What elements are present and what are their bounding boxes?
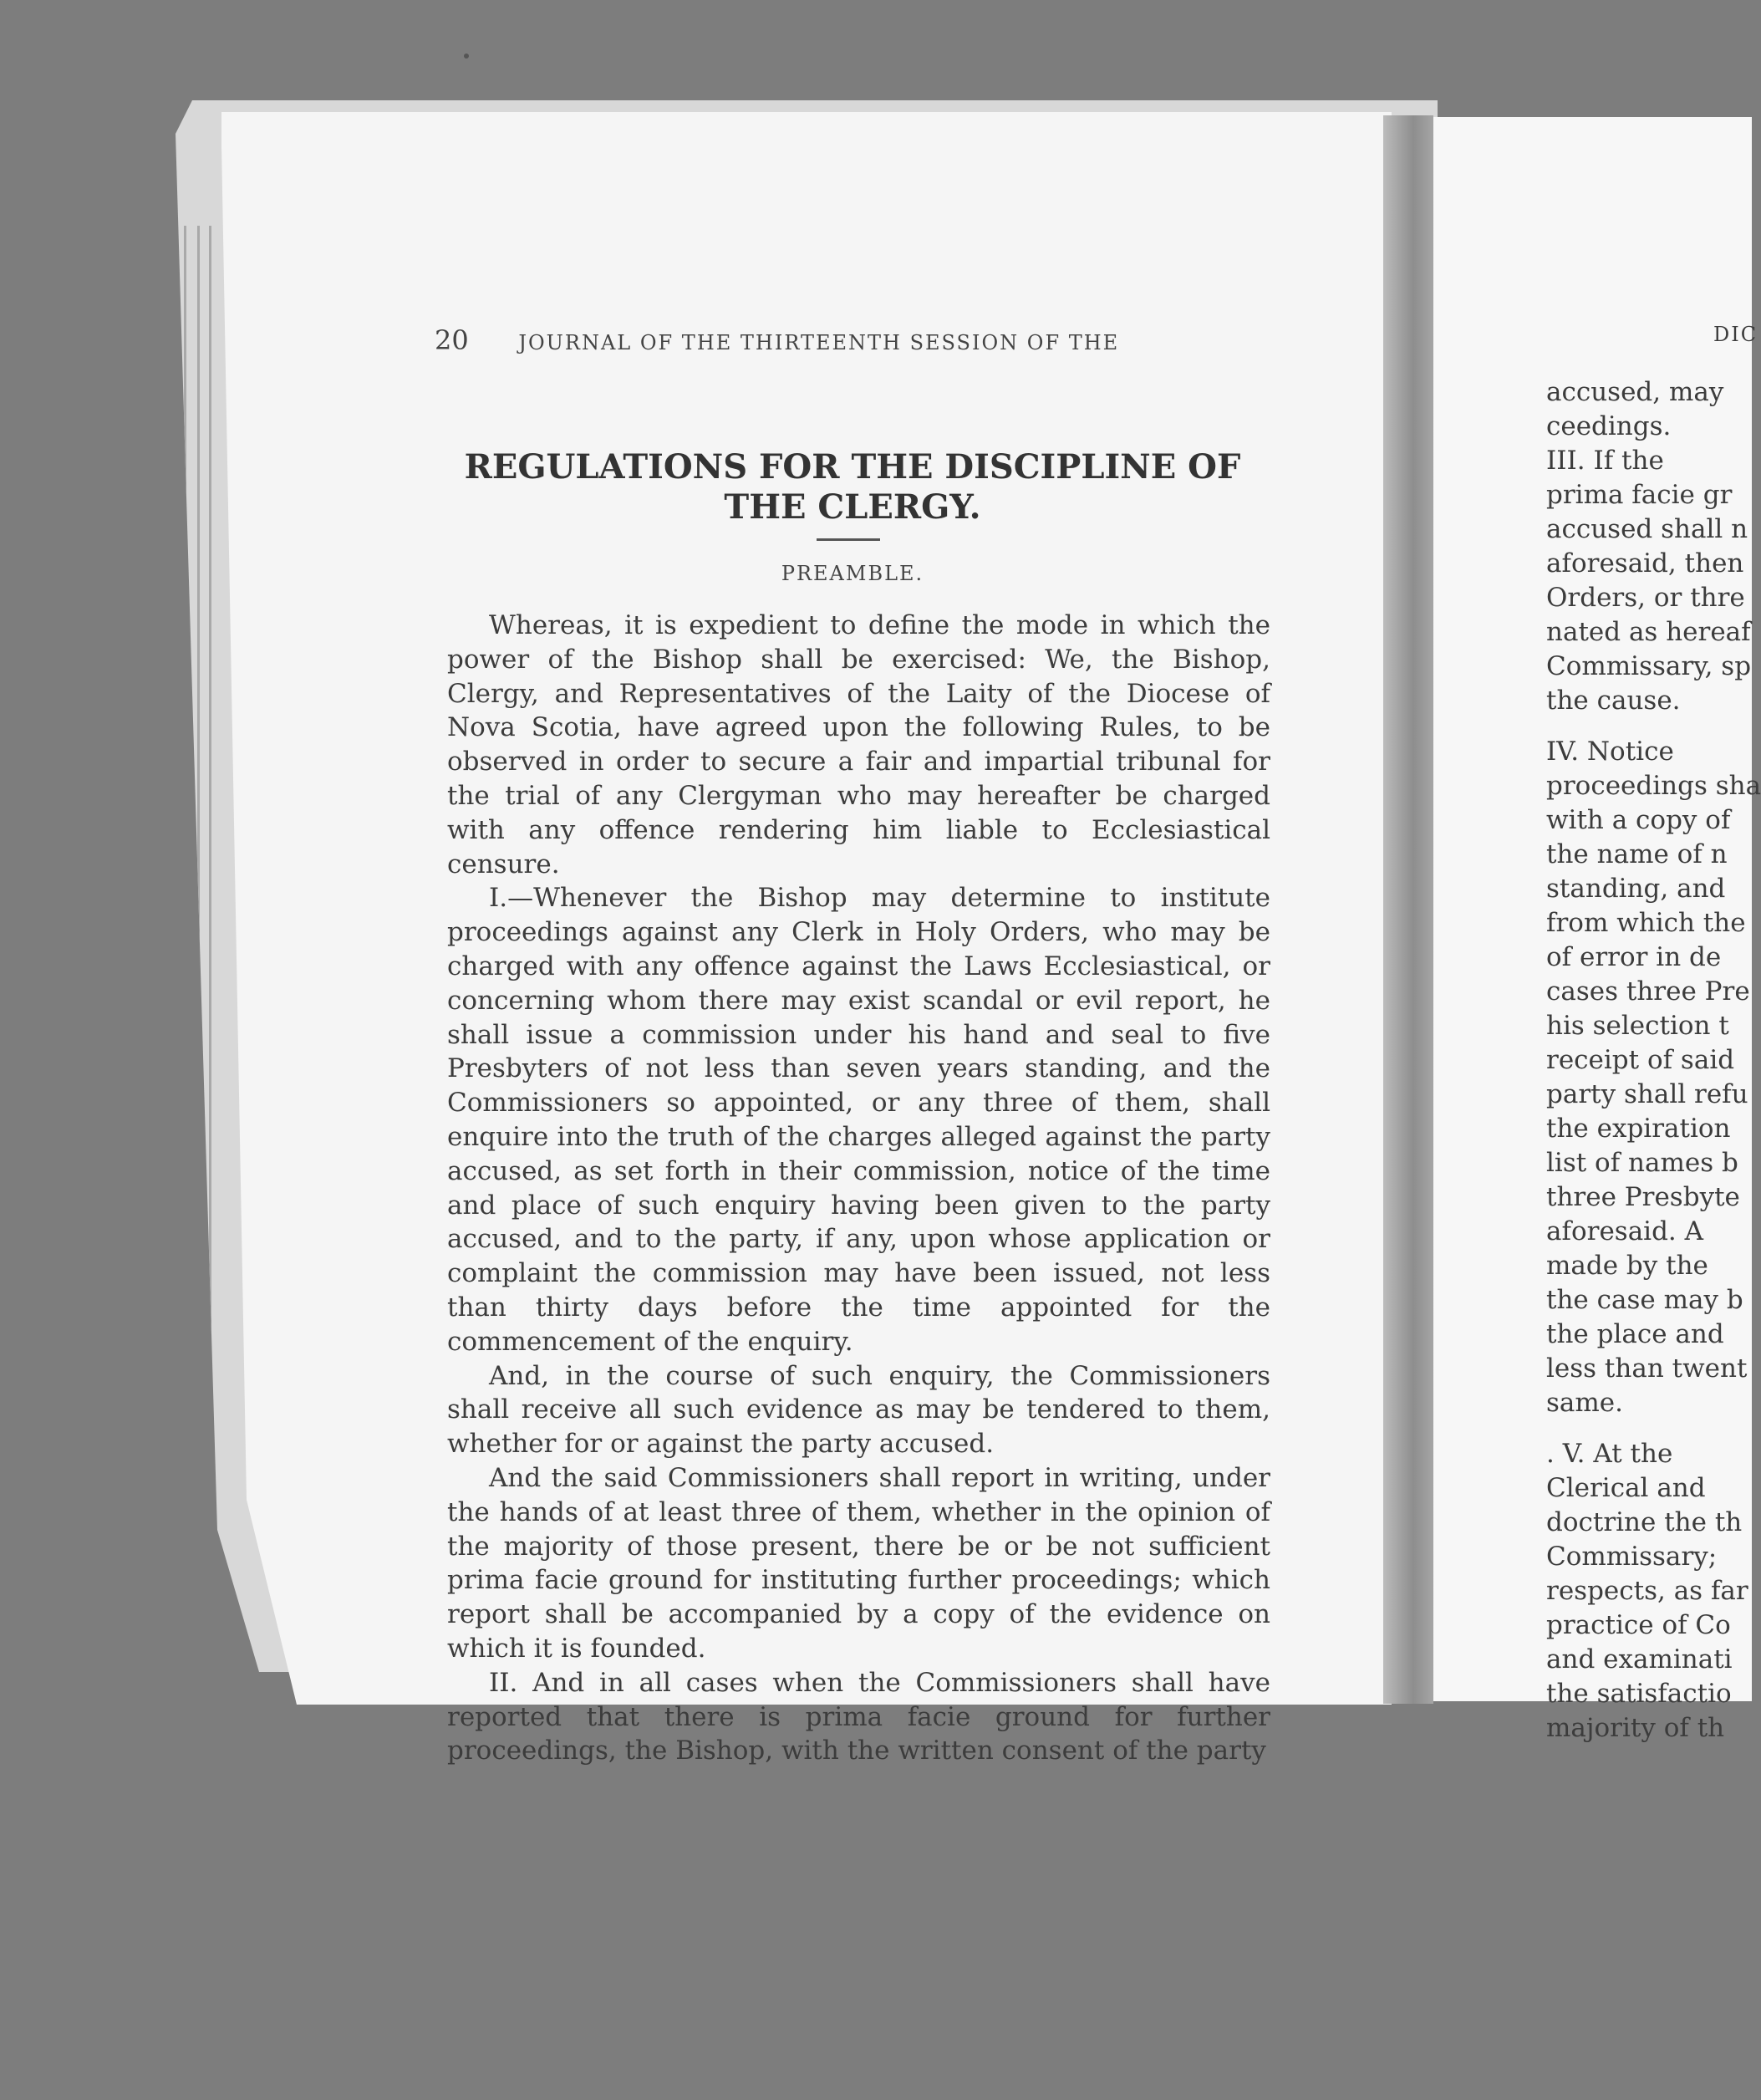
right-page-column xyxy=(1546,318,1761,1743)
book-gutter xyxy=(1383,115,1433,1704)
paragraph: Whereas, it is expedient to define the mode in which the power of the Bishop shall be exercised: We, the Bishop, Clergy, and Representatives of the Laity of the Diocese of Nova Scotia, have agreed upon the following Rules, to be observed in order to secure a fair and impartial tribunal for the trial of any Clergyman who may hereafter be charged with any offence rendering him liable to Ecclesiastical censure. xyxy=(447,610,1270,879)
text-line: same. xyxy=(1546,1388,1623,1418)
page-number: 20 xyxy=(435,324,469,356)
text-line: Commissary, sp xyxy=(1546,651,1752,681)
text-line: list of names b xyxy=(1546,1148,1738,1178)
paragraph: I.—Whenever the Bishop may determine to institute proceedings against any Clerk in Holy Orders, who may be charged with any offence against the Laws Ecclesiastical, or concerning whom there may exist scandal or evil report, he shall issue a commission under his hand and seal to five Presbyters of not less than seven years standing, and the Commissioners so appointed, or any three of them, shall enquire into the truth of the charges alleged against the party accused, as set forth in their commission, notice of the time and place of such enquiry having been given to the party accused, and to the party, if any, upon whose application or complaint the commission may have been issued, not less than thirty days before the time appointed for the commencement of the enquiry. xyxy=(447,883,1270,1357)
text-line: less than twent xyxy=(1546,1353,1748,1384)
paragraph: And, in the course of such enquiry, the Commissioners shall receive all such evidence as may be tendered to them, whether for or against the party accused. xyxy=(447,1360,1270,1460)
text-line: Clerical and xyxy=(1546,1473,1706,1503)
preamble-heading: PREAMBLE. xyxy=(781,562,924,585)
text-line: accused, may xyxy=(1546,377,1724,407)
text-line: party shall refu xyxy=(1546,1079,1748,1109)
text-line: accused shall n xyxy=(1546,514,1748,544)
text-line: ceedings. xyxy=(1546,411,1672,441)
text-line: the cause. xyxy=(1546,686,1681,716)
text-line: aforesaid. A xyxy=(1546,1216,1704,1246)
page-edge-line xyxy=(197,226,200,1547)
text-line: Orders, or thre xyxy=(1546,583,1745,613)
text-line: nated as hereaf xyxy=(1546,617,1751,647)
page-edge-line xyxy=(209,226,211,1547)
left-page-body xyxy=(447,609,1270,1768)
text-line: the satisfactio xyxy=(1546,1679,1732,1709)
paragraph: And the said Commissioners shall report in writing, under the hands of at least three of them, whether in the opinion of the majority of those present, there be or be not sufficient prima facie ground for instituting further proceedings; which report shall be accompanied by a copy of the evidence on which it is founded. xyxy=(447,1462,1270,1664)
text-line: from which the xyxy=(1546,908,1746,938)
text-line: practice of Co xyxy=(1546,1610,1731,1640)
text-line: the name of n xyxy=(1546,839,1728,869)
text-line: IV. Notice xyxy=(1546,737,1674,767)
text-line: standing, and xyxy=(1546,874,1726,904)
paragraph: II. And in all cases when the Commissioners shall have reported that there is prima facie ground for further proceedings, the Bishop, with the written consent of the party xyxy=(447,1667,1270,1766)
right-page-lines xyxy=(1546,375,1761,1746)
text-line: prima facie gr xyxy=(1546,480,1733,510)
scan-speck xyxy=(464,54,469,59)
text-line: and examinati xyxy=(1546,1644,1733,1674)
text-line: respects, as far xyxy=(1546,1576,1748,1606)
text-line: doctrine the th xyxy=(1546,1507,1743,1537)
document-title: REGULATIONS FOR THE DISCIPLINE OF THE CLERGY. xyxy=(464,447,1241,527)
page-edge-line xyxy=(184,226,186,1547)
text-line: three Presbyte xyxy=(1546,1182,1740,1212)
right-running-head: DIC xyxy=(1713,323,1758,346)
text-line: Commissary; xyxy=(1546,1542,1718,1572)
text-line: of error in de xyxy=(1546,942,1722,972)
text-line: proceedings sha xyxy=(1546,771,1761,801)
running-head-text: JOURNAL OF THE THIRTEENTH SESSION OF THE xyxy=(518,331,1120,354)
text-line: with a copy of xyxy=(1546,805,1731,835)
text-line: the place and xyxy=(1546,1319,1724,1349)
paragraph-gap xyxy=(1546,718,1752,735)
paragraph-gap xyxy=(1546,1420,1752,1437)
text-line: made by the xyxy=(1546,1251,1708,1281)
text-line: aforesaid, then xyxy=(1546,548,1744,579)
text-line: his selection t xyxy=(1546,1011,1729,1041)
text-line: III. If the xyxy=(1546,446,1664,476)
title-rule xyxy=(817,538,880,541)
text-line: the expiration xyxy=(1546,1114,1731,1144)
text-line: receipt of said xyxy=(1546,1045,1735,1075)
text-line: the case may b xyxy=(1546,1285,1743,1315)
text-line: . V. At the xyxy=(1546,1439,1673,1469)
running-head xyxy=(435,324,1170,356)
text-line: majority of th xyxy=(1546,1713,1725,1743)
text-line: cases three Pre xyxy=(1546,976,1750,1007)
